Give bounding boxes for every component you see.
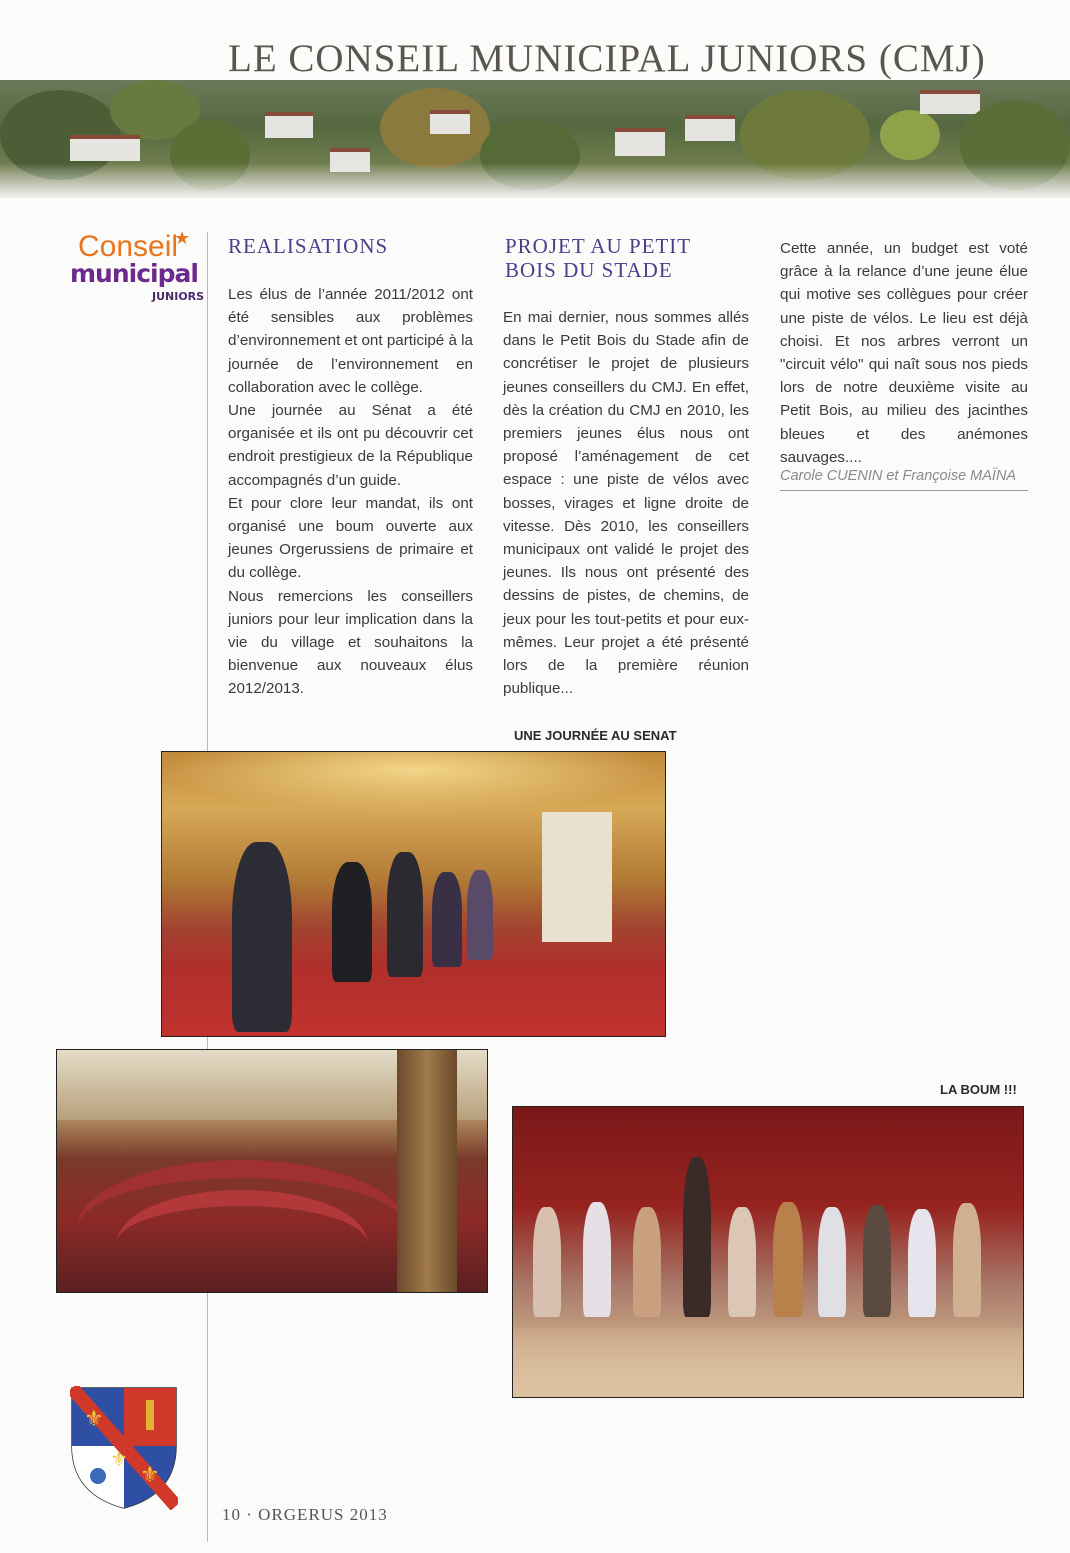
caption-boum: LA BOUM !!! <box>940 1082 1017 1097</box>
logo-line3: JUNIORS <box>152 290 205 303</box>
projet-text <box>503 306 749 700</box>
realisations-text <box>228 283 473 701</box>
logo-line2: municipal <box>70 259 198 288</box>
projet-heading-line1: PROJET AU PETIT <box>505 234 692 258</box>
boum-party-photo <box>512 1106 1024 1398</box>
realisations-paragraph: Nous remercions les conseillers juniors pour leur implication dans la vie du village et souhaitons la bienvenue aux nouveaux élus 2012/2013. <box>228 587 473 698</box>
cmj-logo <box>70 228 205 312</box>
svg-text:⚜: ⚜ <box>110 1447 128 1471</box>
signature: Carole CUENIN et Françoise MAÏNA <box>780 468 1028 491</box>
senat-hemicycle-photo <box>56 1049 488 1293</box>
star-icon: ★ <box>174 228 191 248</box>
page-footer: 10 · ORGERUS 2013 <box>222 1505 388 1524</box>
projet-heading-line2: BOIS DU STADE <box>505 258 673 282</box>
suite-text <box>780 237 1028 469</box>
caption-senat: UNE JOURNÉE AU SENAT <box>514 728 677 743</box>
projet-paragraph: En mai dernier, nous sommes allés dans le Petit Bois du Stade afin de concrétiser le projet de plusieurs jeunes conseillers du CMJ. En effet, dès la création du CMJ en 2010, les premiers jeunes élus nous ont proposé l’aménagement de cet espace : une piste de vélos avec bosses, virages et ligne droite de vitesse. Dès 2010, les conseillers municipaux ont validé le projet des jeunes. Ils nous ont présenté des dessins de pistes, de chemins, de jeux pour les tout-petits et pour eux-mêmes. Leur projet a été présenté lors de la première réunion publique... <box>503 309 749 698</box>
projet-heading <box>505 234 691 282</box>
realisations-paragraph: Une journée au Sénat a été organisée et ils ont pu découvrir cet endroit prestigieux de la République accompagnés d’un guide. <box>228 402 473 489</box>
senat-hall-photo <box>161 751 666 1037</box>
realisations-paragraph: Les élus de l’année 2011/2012 ont été sensibles aux problèmes d’environnement et ont participé à la journée de l’environnement en collaboration avec le collège. <box>228 286 473 396</box>
realisations-paragraph: Et pour clore leur mandat, ils ont organisé une boum ouverte aux jeunes Orgerussiens de primaire et du collège. <box>228 494 473 582</box>
svg-text:⚜: ⚜ <box>84 1407 104 1432</box>
orgerus-coat-of-arms <box>70 1386 178 1510</box>
suite-paragraph: Cette année, un budget est voté grâce à la relance d’une jeune élue qui motive ses collègues pour créer une piste de vélos. Le lieu est déjà choisi. Et nos arbres verront un "circuit vélo" qui naît sous nos pieds lors de notre deuxième visite au Petit Bois, au milieu des jacinthes bleues et des anémones sauvages.... <box>780 240 1028 466</box>
page-title: LE CONSEIL MUNICIPAL JUNIORS (CMJ) <box>228 37 986 80</box>
svg-text:⚜: ⚜ <box>140 1463 160 1488</box>
realisations-heading: REALISATIONS <box>228 234 389 258</box>
logo-line1: Conseil <box>78 230 179 263</box>
aerial-village-banner <box>0 80 1070 198</box>
